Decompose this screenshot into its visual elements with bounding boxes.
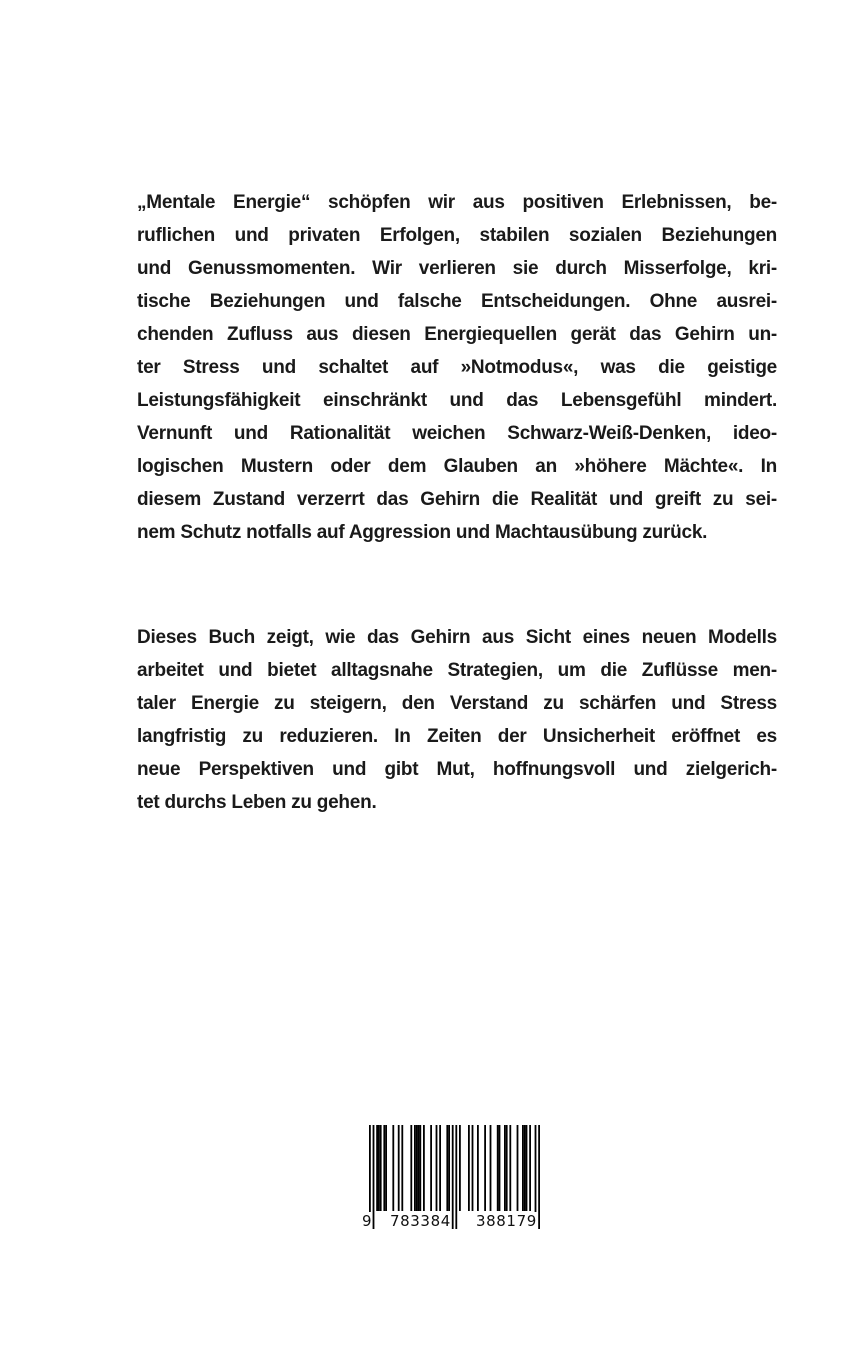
barcode-bar — [419, 1125, 421, 1211]
text-line: logischen Mustern oder dem Glauben an »höhere Mächte«. In — [137, 456, 777, 477]
barcode-bar — [455, 1125, 457, 1229]
barcode-bar — [380, 1125, 382, 1211]
barcode-bar — [517, 1125, 519, 1211]
text-line: Leistungsfähigkeit einschränkt und das Lebensgefühl mindert. — [137, 390, 777, 411]
text-line: und Genussmomenten. Wir verlieren sie durch Misserfolge, kri- — [137, 258, 777, 279]
text-line: taler Energie zu steigern, den Verstand zu schärfen und Stress — [137, 693, 777, 714]
barcode-bar — [378, 1125, 380, 1211]
text-line: ruflichen und privaten Erfolgen, stabilen sozialen Beziehungen — [137, 225, 777, 246]
isbn-barcode — [362, 1122, 548, 1234]
barcode-bar — [484, 1125, 486, 1211]
barcode-bar — [490, 1125, 492, 1211]
text-line: ter Stress und schaltet auf »Notmodus«, was die geistige — [137, 357, 777, 378]
barcode-bar — [529, 1125, 531, 1211]
barcode-bar — [526, 1125, 528, 1211]
barcode-bar — [423, 1125, 425, 1211]
blurb-paragraph-1 — [137, 186, 777, 549]
barcode-bar — [376, 1125, 378, 1211]
text-line: diesem Zustand verzerrt das Gehirn die Realität und greift zu sei- — [137, 489, 777, 510]
barcode-bar — [430, 1125, 432, 1211]
barcode-bar — [385, 1125, 387, 1211]
text-line: neue Perspektiven und gibt Mut, hoffnungsvoll und zielgerich- — [137, 759, 777, 780]
text-line: tische Beziehungen und falsche Entscheidungen. Ohne ausrei- — [137, 291, 777, 312]
barcode-bar — [439, 1125, 441, 1211]
barcode-first-digit: 9 — [362, 1212, 372, 1230]
barcode-bar — [436, 1125, 438, 1211]
barcode-bar — [477, 1125, 479, 1211]
barcode-bar — [373, 1125, 375, 1229]
blurb-paragraph-2 — [137, 621, 777, 819]
barcode-bar — [472, 1125, 474, 1211]
text-line: langfristig zu reduzieren. In Zeiten der Unsicherheit eröffnet es — [137, 726, 777, 747]
barcode-right-digits: 388179 — [476, 1212, 537, 1230]
barcode-bar — [416, 1125, 418, 1211]
text-line: arbeitet und bietet alltagsnahe Strategien, um die Zuflüsse men- — [137, 660, 777, 681]
text-line: tet durchs Leben zu gehen. — [137, 792, 377, 813]
barcode-bar — [499, 1125, 501, 1211]
barcode-bar — [448, 1125, 450, 1211]
text-line: nem Schutz notfalls auf Aggression und Machtausübung zurück. — [137, 522, 708, 543]
barcode-bar — [522, 1125, 524, 1211]
barcode-bar — [524, 1125, 526, 1211]
barcode-bar — [538, 1125, 540, 1229]
barcode-bar — [497, 1125, 499, 1211]
barcode-left-digits: 783384 — [390, 1212, 451, 1230]
barcode-bar — [504, 1125, 506, 1211]
text-line: Vernunft und Rationalität weichen Schwarz-Weiß-Denken, ideo- — [137, 423, 777, 444]
barcode-bar — [459, 1125, 461, 1211]
text-line: Dieses Buch zeigt, wie das Gehirn aus Sicht eines neuen Modells — [137, 627, 777, 648]
barcode-bar — [446, 1125, 448, 1211]
barcode-bar — [452, 1125, 454, 1229]
barcode-bar — [401, 1125, 403, 1211]
barcode-bar — [506, 1125, 508, 1211]
barcode-bar — [392, 1125, 394, 1211]
barcode-bar — [410, 1125, 412, 1211]
barcode-bar — [418, 1125, 420, 1211]
barcode-bar — [414, 1125, 416, 1211]
text-line: chenden Zufluss aus diesen Energiequellen gerät das Gehirn un- — [137, 324, 777, 345]
barcode-bar — [383, 1125, 385, 1211]
barcode-bar — [468, 1125, 470, 1211]
text-line: „Mentale Energie“ schöpfen wir aus positiven Erlebnissen, be- — [137, 192, 777, 213]
barcode-bar — [398, 1125, 400, 1211]
barcode-bar — [509, 1125, 511, 1211]
